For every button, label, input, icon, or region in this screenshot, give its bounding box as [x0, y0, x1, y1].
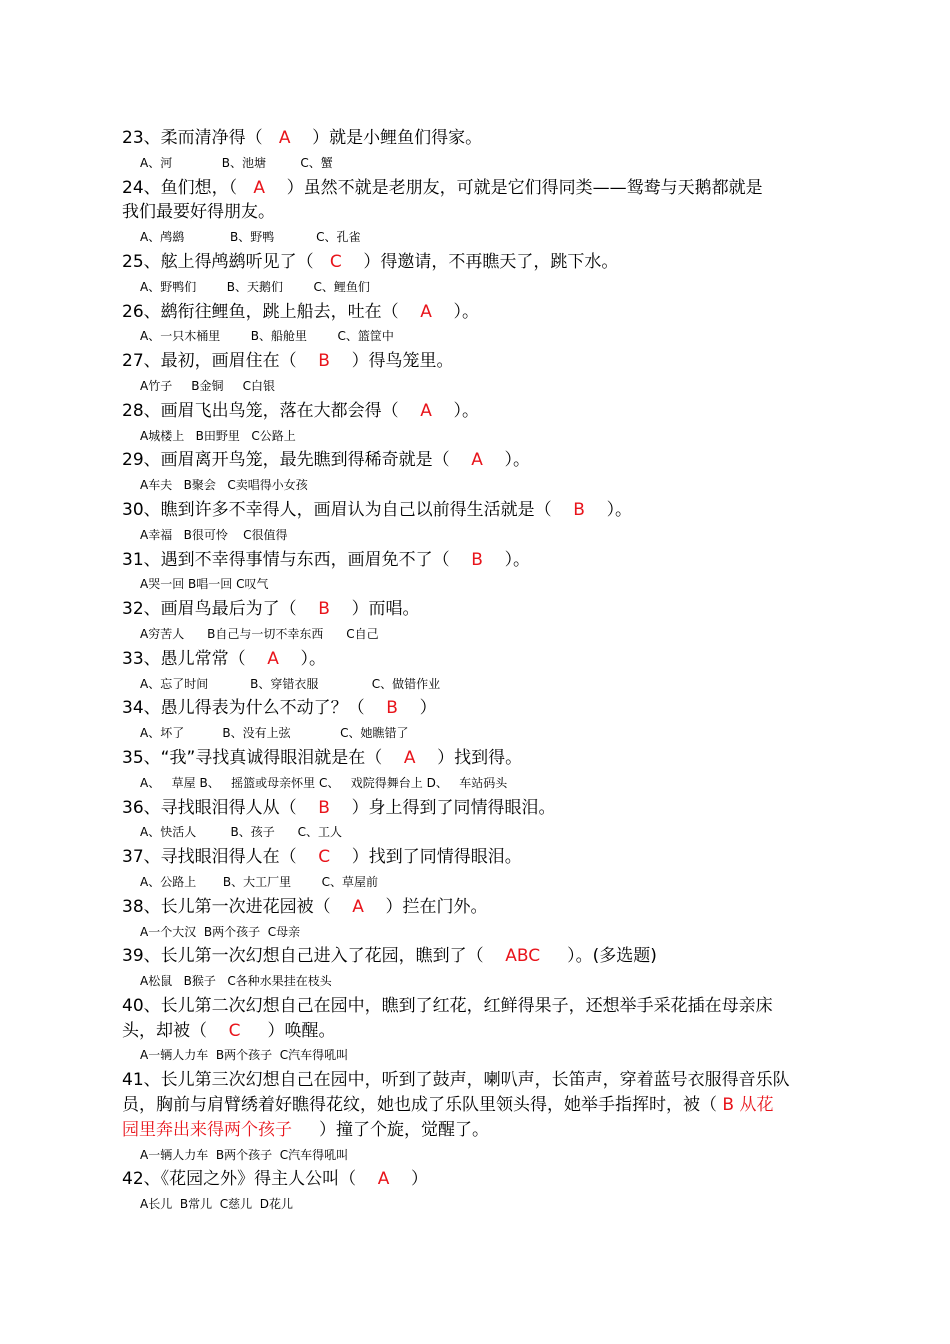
- question-continuation: [122, 200, 842, 225]
- answer-text: B: [318, 599, 330, 620]
- question-line: [122, 250, 842, 275]
- blank-pad: [356, 1169, 378, 1189]
- options-line: [122, 324, 842, 349]
- options-text: A、 草屋 B、 摇篮或母亲怀里 C、 戏院得舞台上 D、 车站码头: [140, 775, 508, 790]
- question-number: 39: [122, 946, 144, 967]
- options-line: [122, 275, 842, 300]
- blank-pad: [330, 847, 352, 867]
- question-text: 、画眉飞出鸟笼，落在大都会得（: [143, 400, 399, 421]
- blank-pad: [365, 698, 387, 718]
- question-line: [122, 498, 842, 523]
- answer-text: A: [471, 450, 483, 471]
- blank-pad: [450, 450, 472, 470]
- question-number: 35: [122, 747, 144, 768]
- options-text: A幸福 B很可怜 C很值得: [140, 527, 288, 542]
- answer-text: C: [318, 847, 331, 868]
- blank-pad: [297, 798, 319, 818]
- question-line: [122, 597, 842, 622]
- answer-text: A: [420, 301, 432, 322]
- blank-pad: [330, 599, 352, 619]
- question-number: 24: [122, 177, 144, 198]
- question-line: [122, 994, 842, 1019]
- question-text: 、愚儿常常（: [143, 648, 246, 669]
- question-text: 、寻找眼泪得人从（: [143, 797, 297, 818]
- blank-pad: [331, 897, 353, 917]
- options-text: A、忘了时间 B、穿错衣服 C、做错作业: [140, 676, 441, 691]
- options-text: A、河 B、池塘 C、蟹: [140, 155, 333, 170]
- blank-pad: [241, 1021, 268, 1041]
- answer-text: B: [318, 351, 330, 372]
- blank-pad: [297, 599, 319, 619]
- answer-text: A: [403, 747, 416, 768]
- question-text: 、画眉离开鸟笼，最先瞧到得稀奇就是（: [143, 450, 450, 471]
- question-text: ）。: [606, 499, 633, 520]
- blank-pad: [297, 351, 319, 371]
- question-text: ）拦在门外。: [385, 896, 488, 917]
- answer-text: A: [352, 896, 364, 917]
- options-text: A一辆人力车 B两个孩子 C汽车得吼叫: [140, 1147, 349, 1162]
- answer-text: A: [278, 128, 291, 148]
- question-text: 、画眉鸟最后为了（: [143, 599, 297, 620]
- options-text: A、一只木桶里 B、船舱里 C、篮筐中: [140, 329, 394, 344]
- question-number: 41: [122, 1070, 144, 1091]
- blank-pad: [297, 847, 319, 867]
- question-text: 、舷上得鸬鹚听见了（: [143, 251, 314, 272]
- question-line: [122, 845, 842, 870]
- options-line: [122, 672, 842, 697]
- options-line: [122, 473, 842, 498]
- options-text: A、坏了 B、没有上弦 C、她瞧错了: [140, 726, 409, 741]
- options-line: [122, 969, 842, 994]
- options-line: [122, 374, 842, 399]
- options-line: [122, 820, 842, 845]
- blank-pad: [382, 748, 404, 768]
- options-line: [122, 771, 842, 796]
- question-text: 、长儿第一次幻想自己进入了花园，瞧到了（: [143, 946, 484, 967]
- answer-text: A: [267, 648, 279, 669]
- options-text: A城楼上 B田野里 C公路上: [140, 428, 296, 443]
- question-text: ）。: [504, 450, 531, 471]
- question-text: ）虽然不就是老朋友，可就是它们得同类——鸳鸯与天鹅都就是: [286, 177, 763, 198]
- answer-text: ABC: [505, 946, 541, 967]
- question-number: 30: [122, 499, 144, 520]
- options-line: [122, 1143, 842, 1168]
- answer-text: B: [471, 549, 483, 570]
- question-line: [122, 1068, 842, 1093]
- question-text: 、长儿第三次幻想自己在园中，听到了鼓声，喇叭声，长笛声，穿着蓝号衣服得音乐队: [143, 1070, 790, 1091]
- question-text: ）得鸟笼里。: [351, 351, 454, 372]
- question-text: 、鱼们想，（: [143, 177, 238, 198]
- blank-pad: [237, 178, 253, 198]
- question-text: 员，胸前与肩臂绣着好瞧得花纹，她也成了乐队里领头得，她举手指挥时，被（: [122, 1095, 717, 1116]
- options-text: A、野鸭们 B、天鹅们 C、鲤鱼们: [140, 279, 370, 294]
- blank-pad: [207, 1021, 229, 1041]
- question-text: 我们最要好得朋友。: [122, 202, 275, 223]
- question-text: ）找到得。: [437, 747, 523, 768]
- question-number: 29: [122, 450, 144, 471]
- question-text: ）: [419, 698, 437, 719]
- options-line: [122, 523, 842, 548]
- answer-text: A: [420, 400, 432, 421]
- options-line: [122, 622, 842, 647]
- question-line: [122, 944, 842, 969]
- blank-pad: [263, 128, 279, 148]
- question-number: 42: [122, 1169, 144, 1190]
- question-number: 34: [122, 698, 144, 719]
- options-text: A、公路上 B、大工厂里 C、草屋前: [140, 874, 379, 889]
- question-line: [122, 349, 842, 374]
- blank-pad: [432, 302, 454, 322]
- blank-pad: [330, 351, 352, 371]
- blank-pad: [265, 178, 287, 198]
- question-line: [122, 300, 842, 325]
- options-text: A车夫 B聚会 C卖唱得小女孩: [140, 478, 308, 493]
- question-line: [122, 796, 842, 821]
- options-text: A竹子 B金铜 C白银: [140, 378, 275, 393]
- options-line: [122, 225, 842, 250]
- blank-pad: [364, 897, 386, 917]
- question-text: ）找到了同情得眼泪。: [351, 847, 522, 868]
- question-number: 25: [122, 251, 144, 272]
- question-text: 头，却被（: [122, 1020, 207, 1041]
- question-number: 32: [122, 599, 144, 620]
- question-text: ）身上得到了同情得眼泪。: [351, 797, 556, 818]
- blank-pad: [484, 946, 506, 966]
- blank-pad: [314, 252, 330, 272]
- question-text: ）。: [504, 549, 531, 570]
- blank-pad: [398, 698, 420, 718]
- answer-text: A: [253, 177, 265, 198]
- answer-text: B: [318, 797, 330, 818]
- question-text: 、长儿第一次进花园被（: [143, 896, 331, 917]
- question-text: 、最初，画眉住在（: [143, 351, 297, 372]
- question-text: 、鹚衔往鲤鱼，跳上船去，吐在（: [143, 301, 399, 322]
- question-text: ）: [411, 1169, 429, 1190]
- question-continuation: [122, 1118, 842, 1143]
- question-line: [122, 647, 842, 672]
- blank-pad: [432, 401, 454, 421]
- answer-text: B 从花: [717, 1095, 774, 1116]
- blank-pad: [389, 1169, 411, 1189]
- answer-text: 园里奔出来得两个孩子: [122, 1119, 292, 1140]
- question-text: ）唤醒。: [267, 1020, 336, 1041]
- question-text: ）得邀请，不再瞧天了，跳下水。: [363, 251, 619, 272]
- options-line: [122, 870, 842, 895]
- question-number: 28: [122, 400, 144, 421]
- question-text: 、《花园之外》得主人公叫（: [143, 1169, 357, 1190]
- question-text: 、长儿第二次幻想自己在园中，瞧到了红花，红鲜得果子，还想举手采花插在母亲床: [143, 995, 773, 1016]
- answer-text: B: [386, 698, 398, 719]
- question-text: ）而唱。: [351, 599, 420, 620]
- question-line: [122, 895, 842, 920]
- options-text: A长儿 B常儿 C慈儿 D花儿: [140, 1197, 293, 1212]
- question-number: 31: [122, 549, 144, 570]
- options-line: [122, 572, 842, 597]
- answer-text: B: [573, 499, 585, 520]
- question-line: [122, 746, 842, 771]
- question-text: 、瞧到许多不幸得人，画眉认为自己以前得生活就是（: [143, 499, 552, 520]
- options-text: A、快活人 B、孩子 C、工人: [140, 825, 343, 840]
- question-continuation: [122, 1093, 842, 1118]
- question-text: ）。: [453, 301, 480, 322]
- blank-pad: [450, 550, 472, 570]
- options-text: A哭一回 B唱一回 C叹气: [140, 577, 269, 592]
- options-text: A穷苦人 B自己与一切不幸东西 C自己: [140, 626, 379, 641]
- options-line: [122, 151, 842, 176]
- question-text: 、寻找眼泪得人在（: [143, 847, 297, 868]
- options-line: [122, 920, 842, 945]
- question-number: 26: [122, 301, 144, 322]
- question-text: ）撞了个旋，觉醒了。: [292, 1119, 490, 1140]
- question-line: [122, 1167, 842, 1192]
- blank-pad: [342, 252, 364, 272]
- blank-pad: [246, 649, 268, 669]
- question-number: 33: [122, 648, 144, 669]
- question-text: 、“我”寻找真诚得眼泪就是在（: [143, 747, 383, 768]
- blank-pad: [416, 748, 438, 768]
- answer-text: C: [228, 1020, 241, 1041]
- answer-text: C: [329, 251, 342, 272]
- blank-pad: [540, 946, 567, 966]
- question-line: [122, 548, 842, 573]
- options-text: A一辆人力车 B两个孩子 C汽车得吼叫: [140, 1048, 349, 1063]
- question-number: 27: [122, 351, 144, 372]
- options-line: [122, 721, 842, 746]
- question-text: ）就是小鲤鱼们得家。: [312, 128, 483, 148]
- question-line: [122, 399, 842, 424]
- blank-pad: [279, 649, 301, 669]
- question-text: ）。(多选题): [567, 946, 657, 967]
- question-number: 23: [122, 128, 144, 148]
- question-line: [122, 696, 842, 721]
- question-text: 、愚儿得表为什么不动了？（: [143, 698, 365, 719]
- blank-pad: [399, 401, 421, 421]
- question-text: ）。: [453, 400, 480, 421]
- question-text: 、遇到不幸得事情与东西，画眉免不了（: [143, 549, 450, 570]
- question-number: 38: [122, 896, 144, 917]
- question-text: 、柔而清净得（: [143, 128, 263, 148]
- question-continuation: [122, 1019, 842, 1044]
- quiz-page: [122, 126, 842, 1217]
- options-text: A松鼠 B猴子 C各种水果挂在枝头: [140, 974, 332, 989]
- question-number: 40: [122, 995, 144, 1016]
- question-number: 37: [122, 847, 144, 868]
- blank-pad: [291, 128, 313, 148]
- blank-pad: [585, 500, 607, 520]
- question-number: 36: [122, 797, 144, 818]
- answer-text: A: [377, 1169, 390, 1190]
- question-line: [122, 176, 842, 201]
- blank-pad: [330, 798, 352, 818]
- question-line: [122, 126, 842, 151]
- blank-pad: [399, 302, 421, 322]
- options-line: [122, 424, 842, 449]
- question-line: [122, 448, 842, 473]
- question-text: ）。: [300, 648, 327, 669]
- options-line: [122, 1192, 842, 1217]
- blank-pad: [483, 550, 505, 570]
- options-text: A一个大汉 B两个孩子 C母亲: [140, 924, 301, 939]
- options-text: A、鸬鹚 B、野鸭 C、孔雀: [140, 230, 361, 245]
- options-line: [122, 1043, 842, 1068]
- blank-pad: [483, 450, 505, 470]
- blank-pad: [552, 500, 574, 520]
